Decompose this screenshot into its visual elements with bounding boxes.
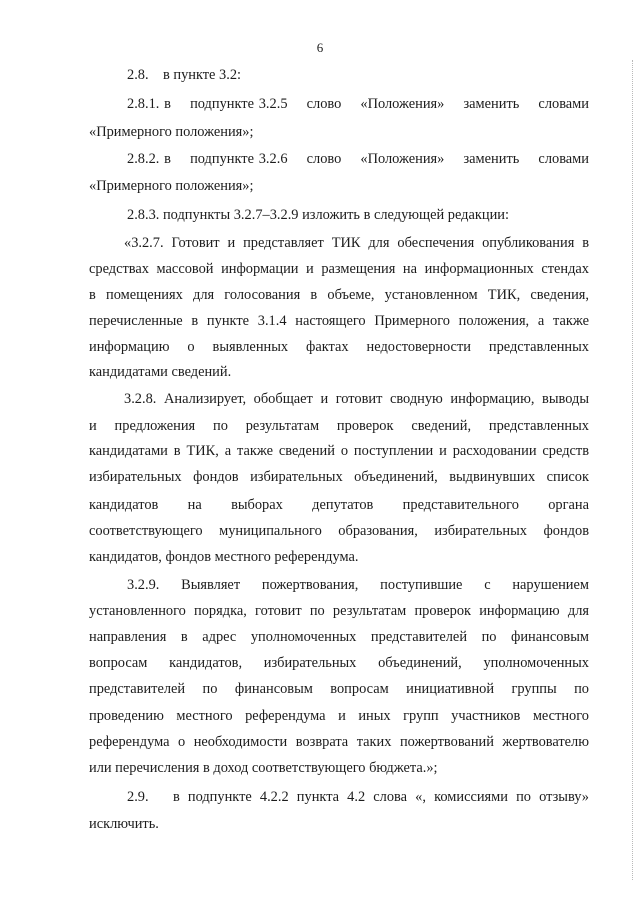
text-line: вопросам кандидатов, избирательных объединений, уполномоченных (89, 655, 589, 671)
text-line: «3.2.7. Готовит и представляет ТИК для обеспечения опубликования в (124, 235, 589, 251)
text-line: в помещениях для голосования в объеме, установленном ТИК, сведения, (89, 287, 589, 303)
text-line: средствах массовой информации и размещения на информационных стендах (89, 261, 589, 277)
text-line: референдума о необходимости возврата таких пожертвований жертвователю (89, 734, 589, 750)
text-line: перечисленные в пункте 3.1.4 настоящего Примерного положения, а также (89, 313, 589, 329)
text-line: соответствующего муниципального образования, избирательных фондов (89, 523, 589, 539)
text-line: представителей по финансовым вопросам инициативной группы по (89, 681, 589, 697)
text-line: и предложения по результатам проверок сведений, представленных (89, 418, 589, 434)
text-line: 3.2.9. Выявляет пожертвования, поступившие с нарушением (127, 577, 589, 593)
text-line: избирательных фондов избирательных объединений, выдвинувших список (89, 469, 589, 485)
text-line: установленного порядка, готовит по результатам проверок информацию для (89, 603, 589, 619)
text-line: кандидатов на выборах депутатов представительного органа (89, 497, 589, 513)
page-number: 6 (316, 40, 324, 55)
text-line: 2.8.2. в подпункте 3.2.6 слово «Положения» заменить словами (127, 151, 589, 167)
text-line: 2.8.3. подпункты 3.2.7–3.2.9 изложить в следующей редакции: (127, 207, 509, 223)
text-line: «Примерного положения»; (89, 124, 254, 140)
text-line: исключить. (89, 816, 159, 832)
text-line: информацию о выявленных фактах недостоверности представленных (89, 339, 589, 355)
text-line: или перечисления в доход соответствующего бюджета.»; (89, 760, 438, 776)
text-line: кандидатами в ТИК, а также сведений о поступлении и расходовании средств (89, 443, 589, 459)
text-line: 2.8.1. в подпункте 3.2.5 слово «Положения» заменить словами (127, 96, 589, 112)
text-line: кандидатов, фондов местного референдума. (89, 549, 359, 565)
text-line: 2.8. в пункте 3.2: (127, 67, 242, 83)
text-line: направления в адрес уполномоченных представителей по финансовым (89, 629, 589, 645)
text-line: кандидатами сведений. (89, 364, 232, 380)
scan-edge (630, 60, 633, 880)
text-line: проведению местного референдума и иных групп участников местного (89, 708, 589, 724)
text-line: «Примерного положения»; (89, 178, 254, 194)
text-line: 3.2.8. Анализирует, обобщает и готовит сводную информацию, выводы (124, 391, 589, 407)
text-line: 2.9. в подпункте 4.2.2 пункта 4.2 слова «, комиссиями по отзыву» (127, 789, 589, 805)
